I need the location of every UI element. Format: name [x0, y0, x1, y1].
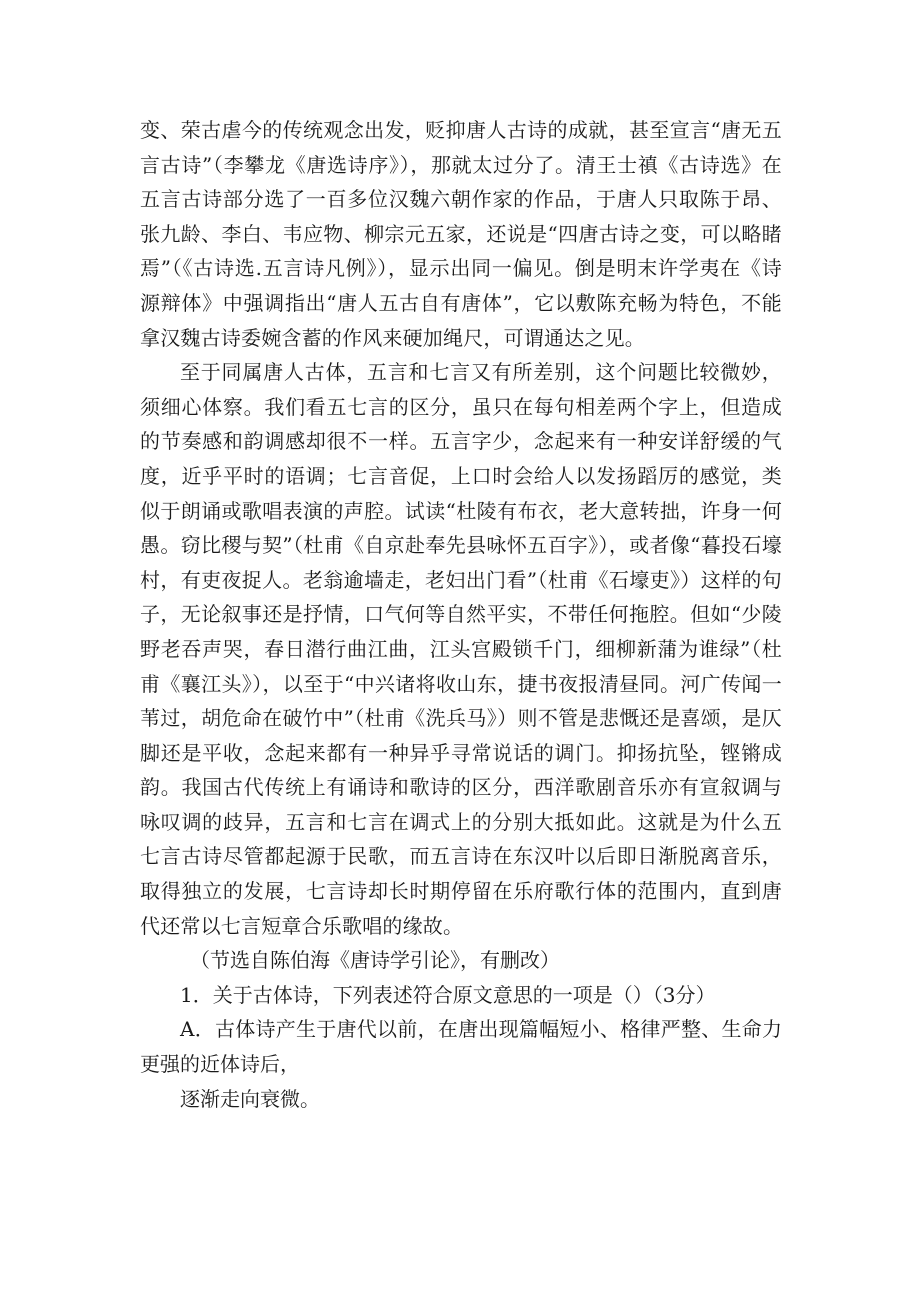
- option-a: A．古体诗产生于唐代以前，在唐出现篇幅短小、格律严整、生命力更强的近体诗后，: [140, 1017, 782, 1077]
- document-page: [140, 113, 782, 1116]
- source-note: （节选自陈伯海《唐诗学引论》，有删改）: [190, 948, 560, 973]
- option-a-continuation: 逐渐走向衰微。: [180, 1086, 320, 1111]
- paragraph-2: 至于同属唐人古体，五言和七言又有所差别，这个问题比较微妙，须细心体察。我们看五七言的区分，虽只在每句相差两个字上，但造成的节奏感和韵调感却很不一样。五言字少，念起来有一种安详舒缓的气度，近乎平时的语调；七言音促，上口时会给人以发扬蹈厉的感觉，类似于朗诵或歌唱表演的声腔。试读“杜陵有布衣，老大意转拙，许身一何愚。窃比稷与契”（杜甫《自京赴奉先县咏怀五百字》），或者像“暮投石壕村，有吏夜捉人。老翁逾墙走，老妇出门看”（杜甫《石壕吏》）这样的句子，无论叙事还是抒情，口气何等自然平实，不带任何拖腔。但如“少陵野老吞声哭，春日潜行曲江曲，江头宫殿锁千门，细柳新蒲为谁绿”（杜甫《襄江头》），以至于“中兴诸将收山东，捷书夜报清昼同。河广传闻一苇过，胡危命在破竹中”（杜甫《洗兵马》）则不管是悲慨还是喜颂，是仄脚还是平收，念起来都有一种异乎寻常说话的调门。抑扬抗坠，铿锵成韵。我国古代传统上有诵诗和歌诗的区分，西洋歌剧音乐亦有宣叙调与咏叹调的歧异，五言和七言在调式上的分别大抵如此。这就是为什么五七言古诗尽管都起源于民歌，而五言诗在东汉叶以后即日渐脱离音乐，取得独立的发展，七言诗却长时期停留在乐府歌行体的范围内，直到唐代还常以七言短章合乐歌唱的缘故。: [140, 360, 782, 938]
- paragraph-1: 变、荣古虐今的传统观念出发，贬抑唐人古诗的成就，甚至宣言“唐无五言古诗”（李攀龙《唐选诗序》），那就太过分了。清王士禛《古诗选》在五言古诗部分选了一百多位汉魏六朝作家的作品，于唐人只取陈于昂、张九龄、李白、韦应物、柳宗元五家，还说是“四唐古诗之变，可以略睹焉”（《古诗选.五言诗凡例》），显示出同一偏见。倒是明末许学夷在《诗源辩体》中强调指出“唐人五古自有唐体”，它以敷陈充畅为特色，不能拿汉魏古诗委婉含蓄的作风来硬加绳尺，可谓通达之见。: [140, 118, 782, 350]
- question-1: 1．关于古体诗，下列表述符合原文意思的一项是（）（3分）: [180, 982, 716, 1007]
